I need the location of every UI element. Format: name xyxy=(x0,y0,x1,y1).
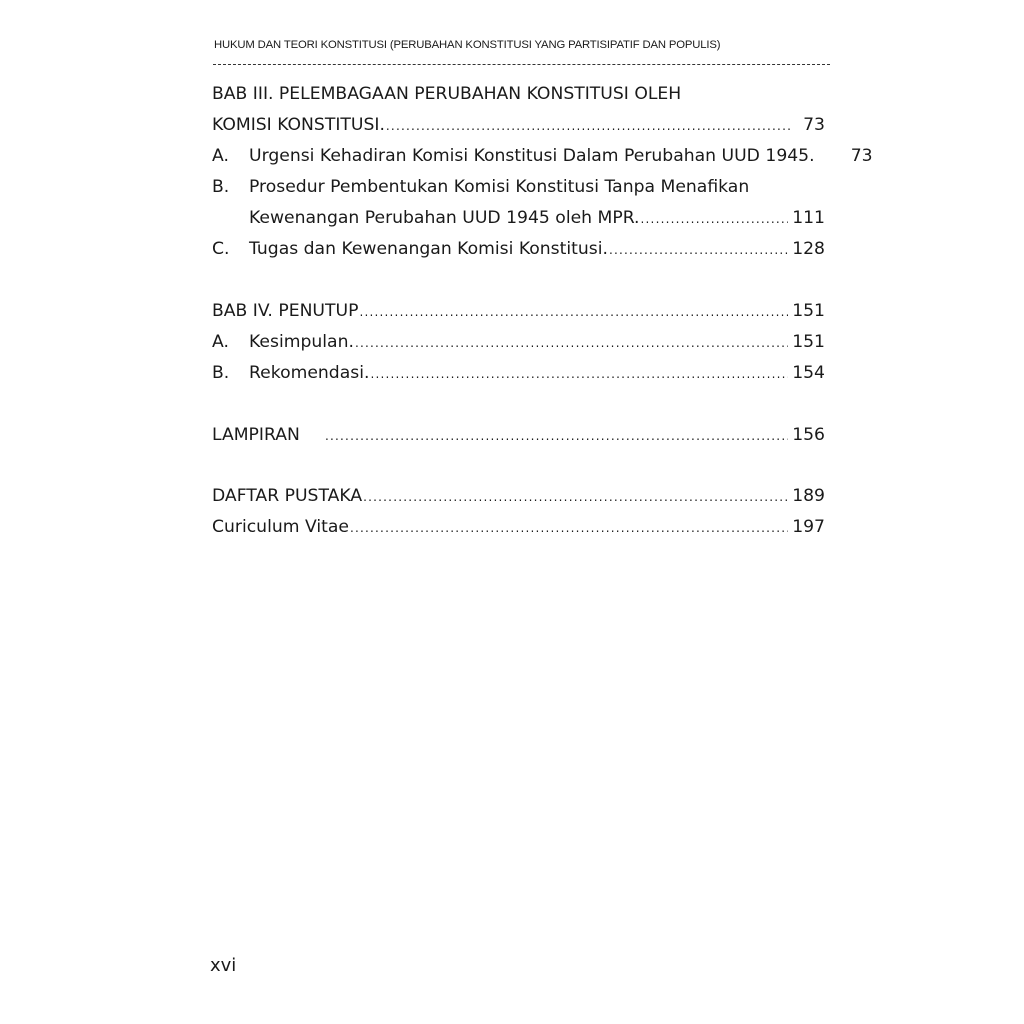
toc-bab3-title-line2: KOMISI KONSTITUSI. xyxy=(212,115,385,135)
dot-leader xyxy=(363,482,788,512)
toc-entry xyxy=(212,172,825,202)
toc-entry xyxy=(212,203,825,233)
toc-item-label: Prosedur Pembentukan Komisi Konstitusi Tanpa Menafikan xyxy=(249,177,750,197)
dot-leader xyxy=(386,111,791,141)
dot-leader xyxy=(325,421,788,451)
running-header: HUKUM DAN TEORI KONSTITUSI (PERUBAHAN KONSTITUSI YANG PARTISIPATIF DAN POPULIS) xyxy=(214,39,721,51)
dot-leader xyxy=(609,235,788,265)
toc-item-marker: C. xyxy=(212,239,230,259)
toc-page-number: 111 xyxy=(792,208,825,228)
toc-daftar-pustaka-label: DAFTAR PUSTAKA xyxy=(212,486,363,506)
toc-item-marker: B. xyxy=(212,177,230,197)
toc-item-label: Tugas dan Kewenangan Komisi Konstitusi. xyxy=(249,239,608,259)
dot-leader xyxy=(355,328,788,358)
toc-page-number: 156 xyxy=(792,425,825,445)
toc-entry xyxy=(212,512,825,542)
toc-bab4-title: BAB IV. PENUTUP xyxy=(212,301,359,321)
toc-entry xyxy=(212,110,825,140)
dot-leader xyxy=(370,359,788,389)
toc-entry xyxy=(212,296,825,326)
toc-entry xyxy=(212,481,825,511)
page-folio: xvi xyxy=(210,955,237,976)
toc-bab3-heading xyxy=(212,79,825,109)
toc-item-marker: A. xyxy=(212,146,229,166)
header-dashed-rule xyxy=(213,64,830,65)
toc-entry xyxy=(212,327,825,357)
toc-page-number: 151 xyxy=(792,301,825,321)
toc-page-number: 154 xyxy=(792,363,825,383)
dot-leader xyxy=(641,204,789,234)
toc-item-label-continued: Kewenangan Perubahan UUD 1945 oleh MPR. xyxy=(249,208,640,228)
dot-leader xyxy=(350,513,788,543)
toc-bab3-title-line1: BAB III. PELEMBAGAAN PERUBAHAN KONSTITUSI OLEH xyxy=(212,84,682,104)
toc-page-number: 73 xyxy=(850,146,873,166)
toc-entry xyxy=(212,141,873,171)
toc-item-marker: A. xyxy=(212,332,229,352)
toc-item-label: Urgensi Kehadiran Komisi Konstitusi Dalam Perubahan UUD 1945. xyxy=(249,146,815,166)
toc-entry xyxy=(212,358,825,388)
toc-entry xyxy=(212,420,825,450)
toc-lampiran-label: LAMPIRAN xyxy=(212,425,300,445)
toc-page-number: 197 xyxy=(792,517,825,537)
toc-page-number: 73 xyxy=(803,115,825,135)
toc-curiculum-vitae-label: Curiculum Vitae xyxy=(212,517,349,537)
toc-page-number: 189 xyxy=(792,486,825,506)
toc-page-number: 128 xyxy=(792,239,825,259)
toc-item-marker: B. xyxy=(212,363,230,383)
toc-page-number: 151 xyxy=(792,332,825,352)
toc-item-label: Kesimpulan. xyxy=(249,332,354,352)
dot-leader xyxy=(359,297,788,327)
toc-item-label: Rekomendasi. xyxy=(249,363,370,383)
toc-entry xyxy=(212,234,825,264)
